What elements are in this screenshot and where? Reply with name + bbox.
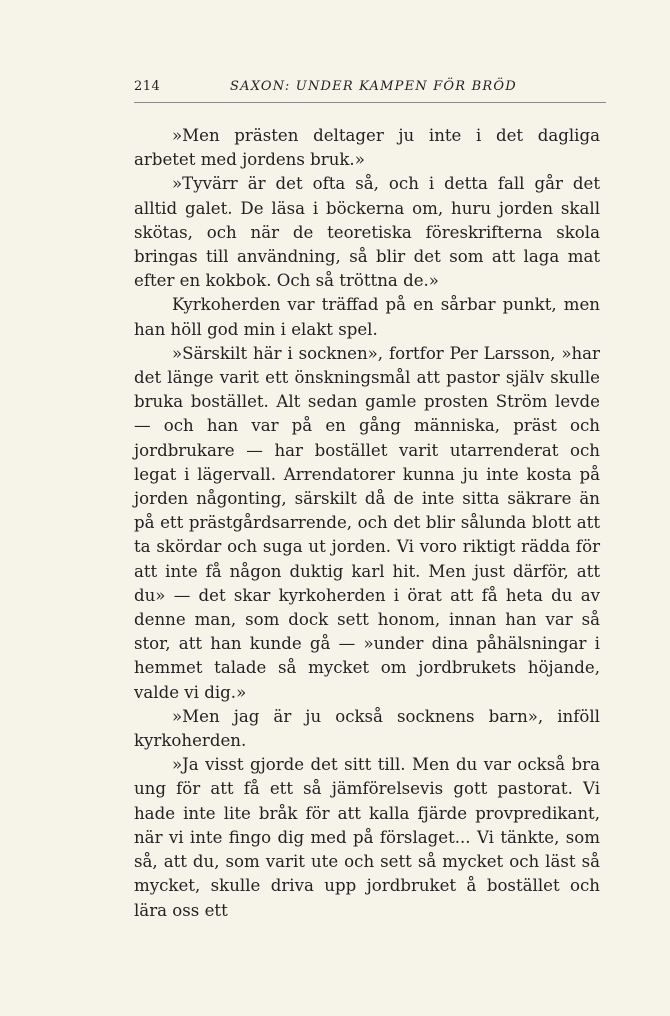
paragraph: »Ja visst gjorde det sitt till. Men du var också bra ung för att få ett så jämförelsevis gott pastorat. Vi hade inte lite bråk för att kalla fjärde provpredikant, när vi inte fingo dig med på förslaget... Vi tänkte, som så, att du, som varit ute och sett så mycket och läst så mycket, skulle driva upp jordbruket å bostället och lära oss ett [134,755,600,920]
header-rule [134,102,606,103]
running-title: SAXON: UNDER KAMPEN FÖR BRÖD [230,79,517,94]
page-number: 214 [134,79,161,94]
body-text [134,124,600,923]
paragraph: »Men jag är ju också socknens barn», inföll kyrkoherden. [134,706,600,751]
paragraph: »Tyvärr är det ofta så, och i detta fall går det alltid galet. De läsa i böckerna om, huru jorden skall skötas, och när de teoretiska föreskrifterna skola bringas till användning, så blir det som att laga mat efter en kokbok. Och så tröttna de.» [134,174,600,291]
paragraph: »Men prästen deltager ju inte i det dagliga arbetet med jordens bruk.» [134,126,600,170]
paragraph: Kyrkoherden var träffad på en sårbar punkt, men han höll god min i elakt spel. [134,295,600,339]
paragraph: »Särskilt här i socknen», fortfor Per Larsson, »har det länge varit ett önskningsmål att pastor själv skulle bruka bostället. Alt sedan gamle prosten Ström levde — och han var på en gång människa, präst och jordbrukare — har bostället varit utarrenderat och legat i lägervall. Arrendatorer kunna ju inte kosta på jorden någonting, särskilt då de inte sitta säkrare än på ett prästgårdsarrende, och det blir sålunda blott att ta skördar och suga ut jorden. Vi voro riktigt rädda för att inte få någon duktig karl hit. Men just därför, att du» — det skar kyrkoherden i örat att få heta du av denne man, som dock sett honom, innan han var så stor, att han kunde gå — »under dina påhälsningar i hemmet talade så mycket om jordbrukets höjande, valde vi dig.» [134,343,600,702]
